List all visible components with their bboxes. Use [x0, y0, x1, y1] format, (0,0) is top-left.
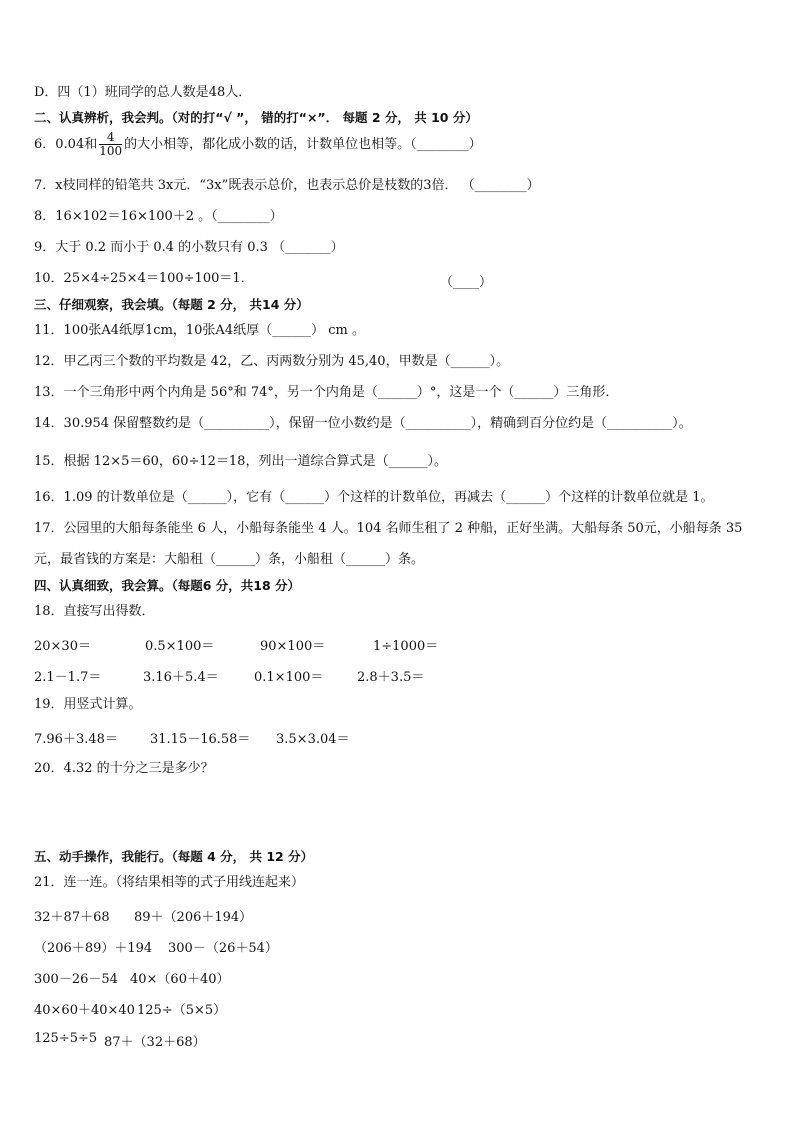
calc-item: 1÷1000＝	[373, 639, 439, 654]
fraction-numerator: 4	[99, 131, 122, 145]
question-15: 15．根据 12×5＝60，60÷12＝18，列出一道综合算式是（______）。	[34, 454, 447, 469]
calc-item: 3.5×3.04＝	[276, 732, 350, 747]
fraction	[99, 131, 122, 158]
question-17-line1: 17．公园里的大船每条能坐 6 人，小船每条能坐 4 人。104 名师生租了 2 种船，正好坐满。大船每条 50元，小船每条 35	[34, 521, 743, 536]
calc-item: 2.1－1.7＝	[34, 670, 102, 685]
question-16: 16．1.09 的计数单位是（______），它有（______）个这样的计数单位，再减去（______）个这样的计数单位就是 1。	[34, 490, 714, 505]
question-13: 13．一个三角形中两个内角是 56°和 74°，另一个内角是（______）°，这是一个（______）三角形．	[34, 385, 619, 400]
question-9: 9．大于 0.2 而小于 0.4 的小数只有 0.3 （_______）	[34, 240, 344, 255]
match-left-item: 32＋87＋68	[34, 910, 110, 925]
question-21: 21．连一连。（将结果相等的式子用线连起来）	[34, 875, 305, 890]
match-left-item: 300－26－54	[34, 972, 118, 987]
question-19: 19．用竖式计算。	[34, 697, 142, 712]
question-6-suffix: 的大小相等，都化成小数的话，计数单位也相等。（________）	[124, 137, 482, 152]
calc-item: 20×30＝	[34, 639, 91, 654]
question-11: 11．100张A4纸厚1cm，10张A4纸厚（______） cm 。	[34, 323, 365, 338]
question-6-prefix: 6．0.04和	[34, 137, 98, 152]
calc-item: 31.15－16.58＝	[150, 732, 251, 747]
question-6	[34, 131, 482, 158]
option-d: D．四（1）班同学的总人数是48人．	[34, 85, 252, 100]
question-10: 10．25×4÷25×4＝100÷100＝1．	[34, 271, 254, 286]
question-18: 18．直接写出得数．	[34, 604, 155, 619]
question-10-blank: （____）	[440, 275, 493, 290]
calc-item: 2.8＋3.5＝	[357, 670, 425, 685]
fraction-denominator: 100	[99, 144, 123, 158]
question-12: 12．甲乙丙三个数的平均数是 42，乙、丙两数分别为 45,40，甲数是（______）。	[34, 354, 510, 369]
match-left-item: 40×60＋40×40	[34, 1003, 135, 1018]
calc-item: 3.16＋5.4＝	[143, 670, 219, 685]
section-4-heading: 四、认真细致，我会算。（每题6 分，共18 分）	[34, 578, 301, 593]
question-20: 20．4.32 的十分之三是多少？	[34, 761, 214, 776]
match-right-item: 125÷（5×5）	[137, 1003, 227, 1018]
question-14: 14．30.954 保留整数约是（__________），保留一位小数约是（__________），精确到百分位约是（__________）。	[34, 416, 692, 431]
calc-item: 0.1×100＝	[254, 670, 324, 685]
calc-item: 0.5×100＝	[145, 639, 215, 654]
section-3-heading: 三、仔细观察，我会填。（每题 2 分， 共14 分）	[34, 297, 309, 312]
match-right-item: 300－（26＋54）	[168, 941, 278, 956]
question-8: 8．16×102＝16×100＋2 。（________）	[34, 209, 283, 224]
question-7: 7．x枝同样的铅笔共 3x元．“3x”既表示总价，也表示总价是枝数的3倍． （________）	[34, 178, 540, 193]
match-left-item: 125÷5÷5	[34, 1031, 98, 1046]
match-left-item: （206＋89）＋194	[34, 941, 153, 956]
section-5-heading: 五、动手操作，我能行。（每题 4 分， 共 12 分）	[34, 849, 314, 864]
calc-item: 90×100＝	[260, 639, 326, 654]
match-right-item: 40×（60＋40）	[130, 972, 230, 987]
match-right-item: 89＋（206＋194）	[134, 910, 253, 925]
section-2-heading: 二、认真辨析，我会判。（对的打“√ ”， 错的打“×”． 每题 2 分， 共 10 分）	[34, 110, 478, 125]
match-right-item: 87＋（32＋68）	[104, 1035, 206, 1050]
calc-item: 7.96＋3.48＝	[34, 732, 118, 747]
question-17-line2: 元，最省钱的方案是：大船租（______）条，小船租（______）条。	[34, 552, 425, 567]
